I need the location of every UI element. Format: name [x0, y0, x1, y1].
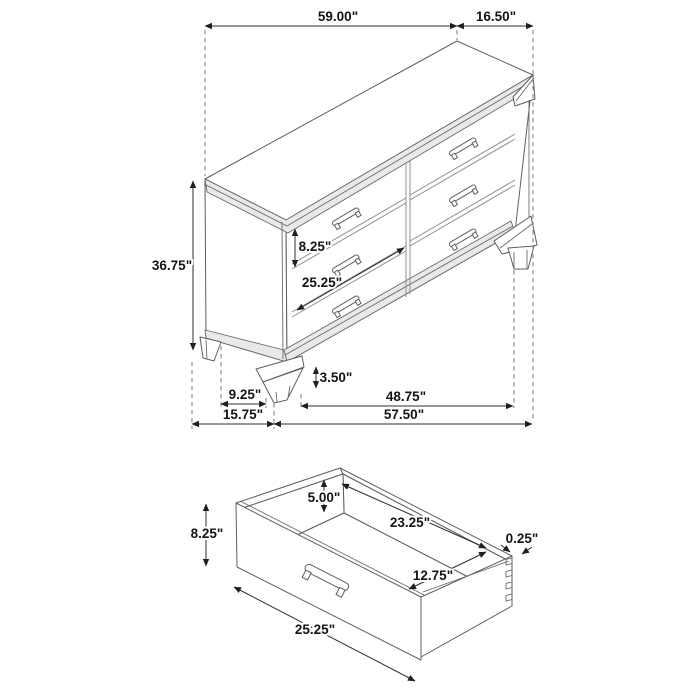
dimension-label: 57.50": [383, 407, 425, 422]
dimension-label: 16.50": [475, 9, 517, 24]
dimension-label: 8.25": [298, 239, 332, 254]
dimension-label: 5.00": [307, 490, 341, 505]
dimension-label: 9.25": [228, 387, 262, 402]
dimension-label: 8.25": [190, 526, 224, 541]
dimension-base-depth: [192, 407, 274, 424]
dimension-label: 15.75": [222, 407, 264, 422]
dimension-label: 25.25": [301, 275, 343, 290]
dimension-label: 0.25": [505, 531, 539, 546]
dimension-drawer-front-height: [191, 504, 224, 566]
front-right-foot: [508, 246, 534, 269]
drawer-box-drawing: [236, 468, 512, 660]
dimension-overall-height: [152, 181, 193, 350]
dimension-drawer-wall-thickness: [501, 531, 538, 554]
dimension-foot-height: [316, 367, 352, 388]
dimension-label: 12.75": [412, 568, 454, 583]
dimension-label: 23.25": [389, 515, 431, 530]
dimension-label: 3.50": [319, 370, 353, 385]
dimension-foot-span-width: [301, 389, 513, 406]
dimension-base-width: [274, 407, 532, 424]
dimension-label: 36.75": [151, 258, 193, 273]
dimension-label: 48.75": [385, 389, 427, 404]
dimension-overall-depth: [457, 9, 533, 26]
dimension-label: 59.00": [317, 9, 359, 24]
dimension-foot-inset-depth: [221, 387, 266, 404]
dresser-drawing: [200, 41, 537, 403]
dimension-label: 25.25": [294, 622, 336, 637]
dimension-overall-width: [205, 9, 457, 26]
